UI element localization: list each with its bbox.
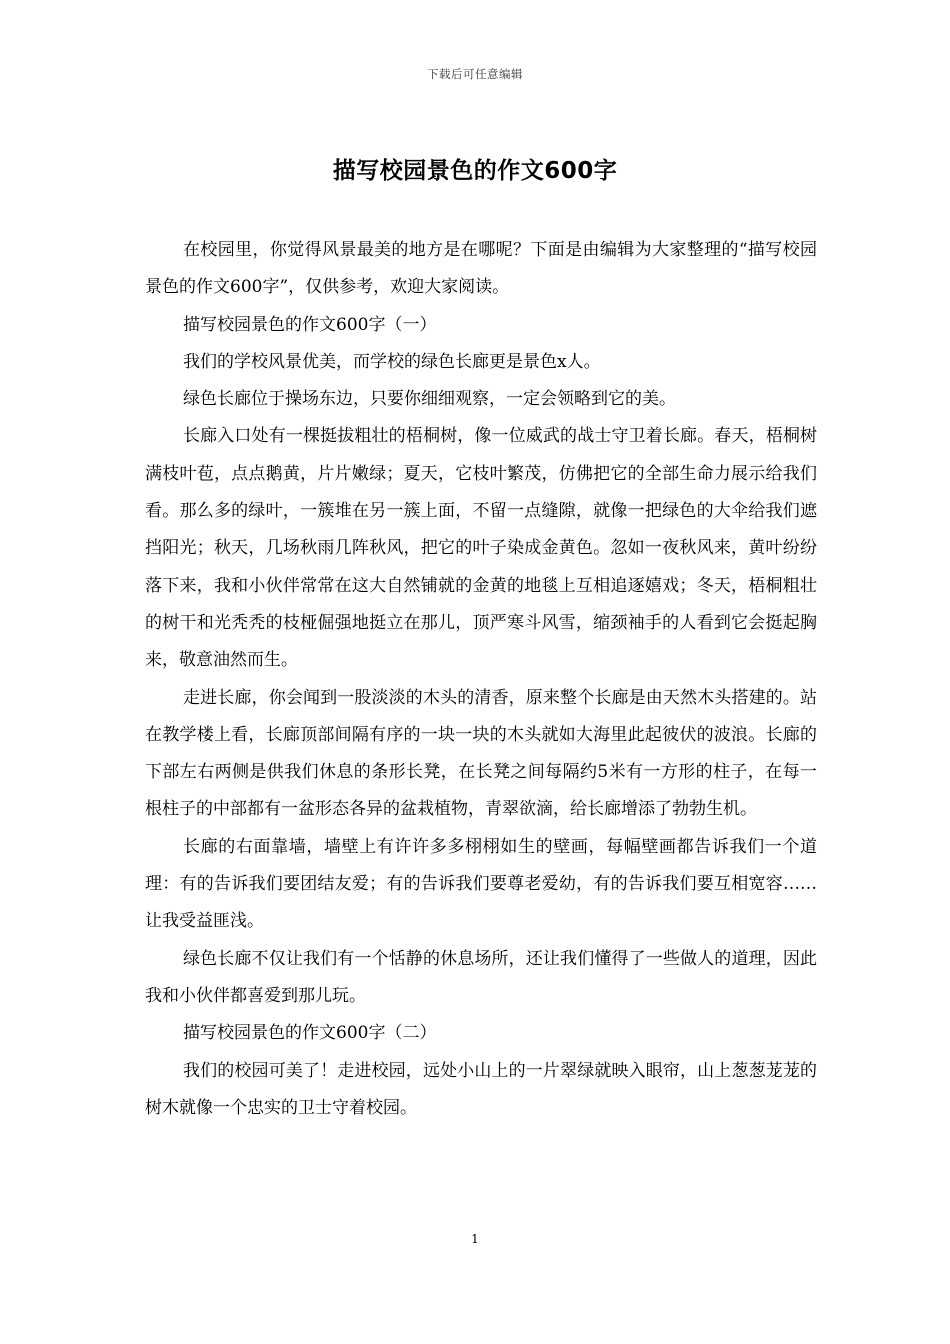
paragraph: 长廊的右面靠墙，墙壁上有许许多多栩栩如生的壁画，每幅壁画都告诉我们一个道理：有的告诉我们要团结友爱；有的告诉我们要尊老爱幼，有的告诉我们要互相宽容……让我受益匪浅。 [145, 836, 817, 932]
section-heading: 描写校园景色的作文600字（二） [183, 1023, 437, 1044]
page-number: 1 [471, 1232, 479, 1246]
document-body [145, 232, 817, 1127]
section-heading: 描写校园景色的作文600字（一） [183, 314, 437, 335]
paragraph: 走进长廊，你会闻到一股淡淡的木头的清香，原来整个长廊是由天然木头搭建的。站在教学楼上看，长廊顶部间隔有序的一块一块的木头就如大海里此起彼伏的波浪。长廊的下部左右两侧是供我们休息的条形长凳，在长凳之间每隔约5米有一方形的柱子，在每一根柱子的中部都有一盆形态各异的盆栽植物，青翠欲滴，给长廊增添了勃勃生机。 [145, 687, 817, 820]
page-header: 下载后可任意编辑 [427, 67, 523, 81]
paragraph: 长廊入口处有一棵挺拔粗壮的梧桐树，像一位威武的战士守卫着长廊。春天，梧桐树满枝叶苞，点点鹅黄，片片嫩绿；夏天，它枝叶繁茂，仿佛把它的全部生命力展示给我们看。那么多的绿叶，一簇堆在另一簇上面，不留一点缝隙，就像一把绿色的大伞给我们遮挡阳光；秋天，几场秋雨几阵秋风，把它的叶子染成金黄色。忽如一夜秋风来，黄叶纷纷落下来，我和小伙伴常常在这大自然铺就的金黄的地毯上互相追逐嬉戏；冬天，梧桐粗壮的树干和光秃秃的枝桠倔强地挺立在那儿，顶严寒斗风雪，缩颈袖手的人看到它会挺起胸来，敬意油然而生。 [145, 426, 817, 671]
document-title: 描写校园景色的作文600字 [332, 158, 618, 184]
paragraph: 绿色长廊不仅让我们有一个恬静的休息场所，还让我们懂得了一些做人的道理，因此我和小伙伴都喜爱到那儿玩。 [145, 948, 817, 1006]
paragraph: 在校园里，你觉得风景最美的地方是在哪呢？下面是由编辑为大家整理的“描写校园景色的作文600字”，仅供参考，欢迎大家阅读。 [145, 240, 817, 298]
paragraph: 我们的学校风景优美，而学校的绿色长廊更是景色x人。 [183, 351, 601, 372]
paragraph: 我们的校园可美了！走进校园，远处小山上的一片翠绿就映入眼帘，山上葱葱茏茏的树木就像一个忠实的卫士守着校园。 [145, 1060, 817, 1118]
paragraph: 绿色长廊位于操场东边，只要你细细观察，一定会领略到它的美。 [183, 389, 676, 410]
